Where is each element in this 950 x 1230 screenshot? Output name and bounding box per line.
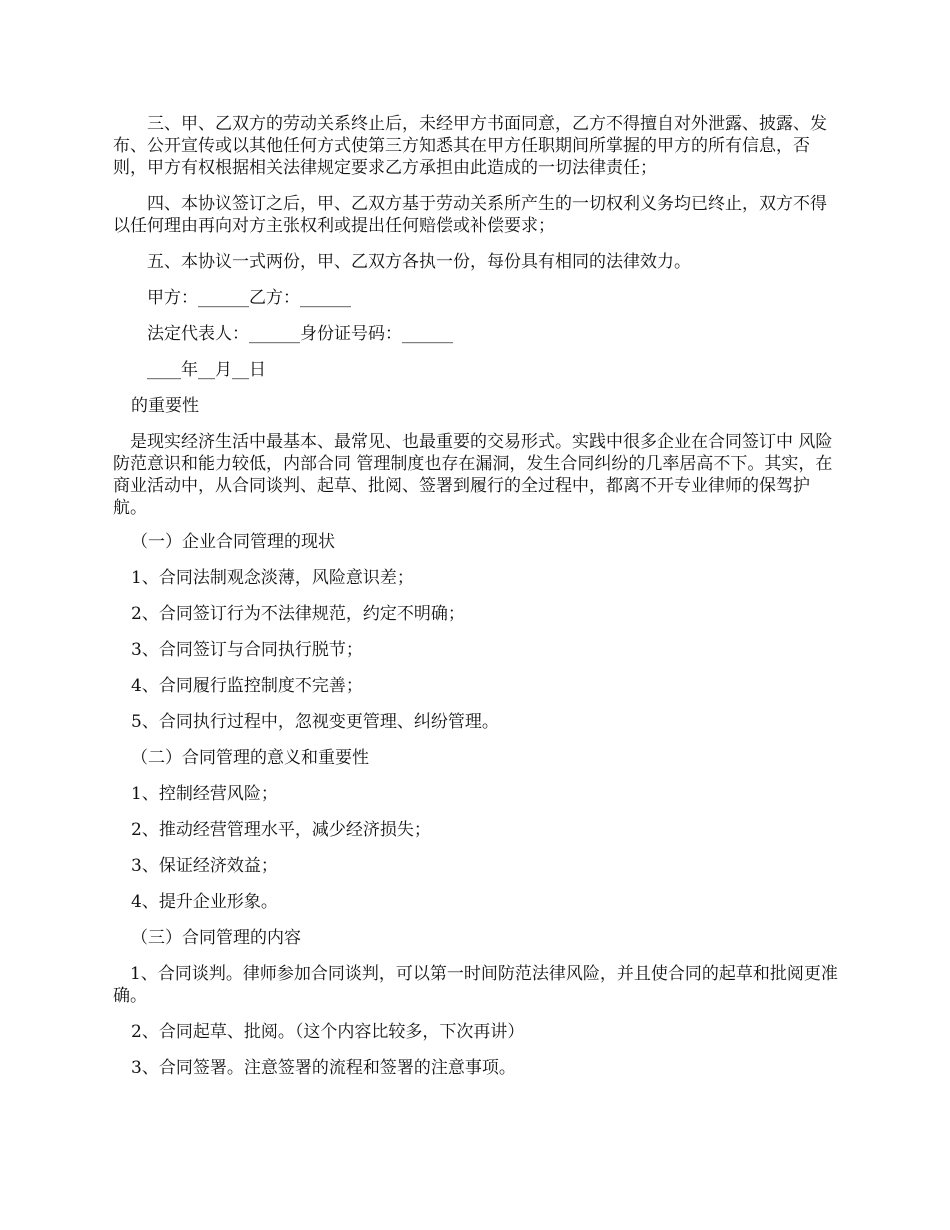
paragraph-copies: 五、本协议一式两份，甲、乙双方各执一份，每份具有相同的法律效力。 bbox=[147, 252, 691, 272]
subheading-status: （一）企业合同管理的现状 bbox=[131, 532, 335, 552]
subheading-contents: （三）合同管理的内容 bbox=[131, 928, 301, 948]
list-item-significance-4: 4、提升企业形象。 bbox=[131, 892, 278, 912]
list-item-contents-1: 1、合同谈判。律师参加合同谈判，可以第一时间防范法律风险，并且使合同的起草和批阅更准确。 bbox=[113, 964, 838, 1006]
list-item-status-1: 1、合同法制观念淡薄，风险意识差； bbox=[131, 568, 414, 588]
subheading-significance: （二）合同管理的意义和重要性 bbox=[131, 748, 369, 768]
signature-parties: 甲方：______乙方：______ bbox=[147, 288, 351, 308]
list-item-status-4: 4、合同履行监控制度不完善； bbox=[131, 676, 363, 696]
list-item-significance-2: 2、推动经营管理水平，减少经济损失； bbox=[131, 820, 431, 840]
paragraph-confidentiality: 三、甲、乙双方的劳动关系终止后，未经甲方书面同意，乙方不得擅自对外泄露、披露、发布、公开宣传或以其他任何方式使第三方知悉其在甲方任职期间所掌握的甲方的所有信息，否则，甲方有权根据相关法律规定要求乙方承担由此造成的一切法律责任； bbox=[113, 114, 827, 178]
list-item-significance-3: 3、保证经济效益； bbox=[131, 856, 278, 876]
list-item-status-3: 3、合同签订与合同执行脱节； bbox=[131, 640, 363, 660]
paragraph-termination: 四、本协议签订之后，甲、乙双方基于劳动关系所产生的一切权利义务均已终止，双方不得以任何理由再向对方主张权利或提出任何赔偿或补偿要求； bbox=[113, 194, 827, 236]
paragraph-contract-intro: 是现实经济生活中最基本、最常见、也最重要的交易形式。实践中很多企业在合同签订中 风险防范意识和能力较低，内部合同 管理制度也存在漏洞，发生合同纠纷的几率居高不下。其实，在商业活动中，从合同谈判、起草、批阅、签署到履行的全过程中，都离不开专业律师的保驾护航。 bbox=[113, 432, 833, 518]
signature-representative: 法定代表人：______身份证号码：______ bbox=[147, 324, 453, 344]
list-item-status-5: 5、合同执行过程中，忽视变更管理、纠纷管理。 bbox=[131, 712, 499, 732]
list-item-contents-3: 3、合同签署。注意签署的流程和签署的注意事项。 bbox=[131, 1058, 516, 1078]
list-item-contents-2: 2、合同起草、批阅。（这个内容比较多，下次再讲） bbox=[131, 1022, 525, 1042]
section-heading-importance: 的重要性 bbox=[131, 396, 199, 416]
list-item-status-2: 2、合同签订行为不法律规范，约定不明确； bbox=[131, 604, 465, 624]
list-item-significance-1: 1、控制经营风险； bbox=[131, 784, 278, 804]
signature-date: ____年__月__日 bbox=[147, 360, 266, 380]
